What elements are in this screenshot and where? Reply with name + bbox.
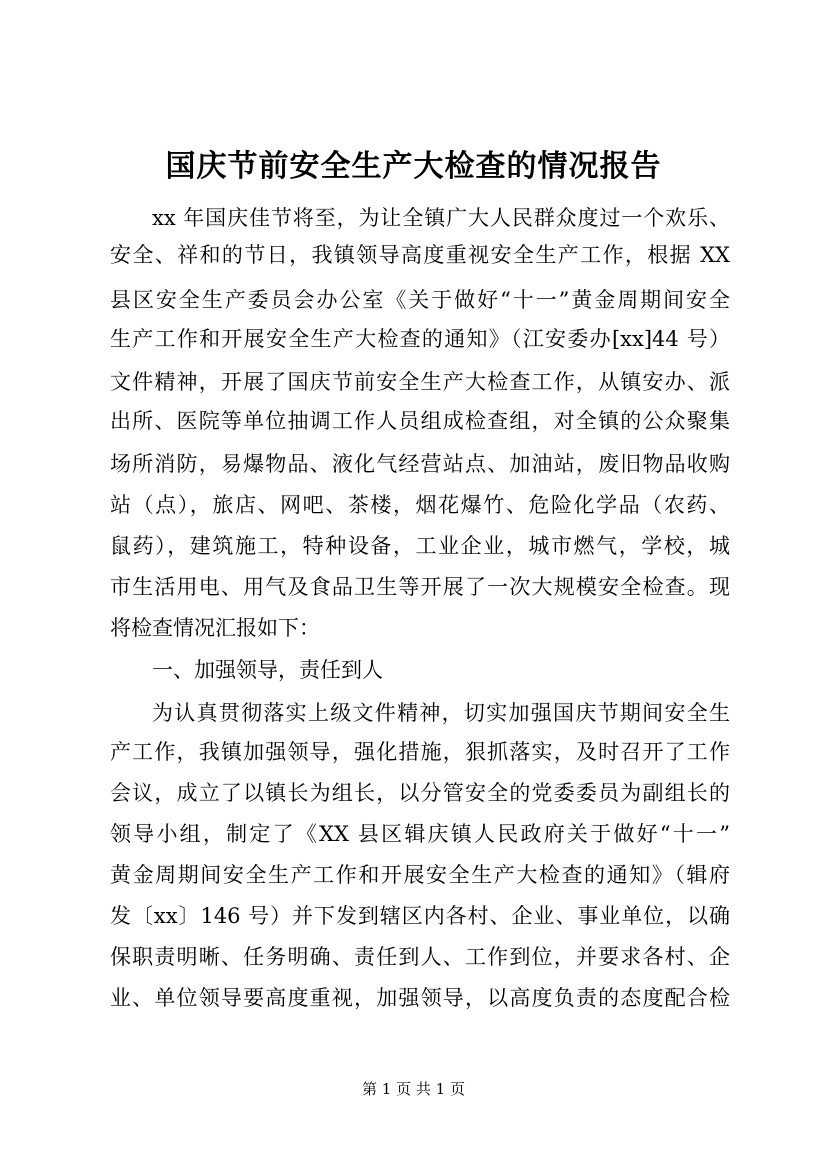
- paragraph-1-line: 市生活用电、用气及食品卫生等开展了一次大规模安全检查。现: [110, 575, 730, 599]
- paragraph-2-line: 为认真贯彻落实上级文件精神，切实加强国庆节期间安全生: [152, 701, 730, 725]
- document-title: 国庆节前安全生产大检查的情况报告: [165, 149, 662, 184]
- paragraph-1-line: 鼠药），建筑施工，特种设备，工业企业，城市燃气，学校，城: [110, 534, 730, 558]
- paragraph-2-line: 产工作，我镇加强领导，强化措施，狠抓落实，及时召开了工作: [110, 740, 730, 764]
- paragraph-1-line: 出所、医院等单位抽调工作人员组成检查组，对全镇的公众聚集: [110, 409, 730, 433]
- paragraph-2-line: 业、单位领导要高度重视，加强领导，以高度负责的态度配合检: [110, 986, 730, 1010]
- paragraph-1-line: 安全、祥和的节日，我镇领导高度重视安全生产工作，根据 XX: [110, 243, 730, 267]
- paragraph-2-line: 领导小组，制定了《XX 县区辑庆镇人民政府关于做好“十一”: [110, 822, 730, 846]
- paragraph-1-line: 将检查情况汇报如下：: [110, 616, 320, 640]
- paragraph-1-line: 生产工作和开展安全生产大检查的通知》（江安委办[xx]44 号）: [110, 327, 730, 351]
- paragraph-1-line: 场所消防，易爆物品、液化气经营站点、加油站，废旧物品收购: [110, 452, 730, 476]
- paragraph-2-line: 黄金周期间安全生产工作和开展安全生产大检查的通知》（辑府: [110, 863, 730, 887]
- paragraph-2-line: 发〔xx〕146 号）并下发到辖区内各村、企业、事业单位，以确: [110, 904, 730, 928]
- paragraph-1-line: xx 年国庆佳节将至，为让全镇广大人民群众度过一个欢乐、: [152, 206, 730, 230]
- page-footer: 第 1 页 共 1 页: [362, 1080, 465, 1098]
- paragraph-1-line: 县区安全生产委员会办公室《关于做好“十一”黄金周期间安全: [110, 288, 730, 312]
- section-heading: 一、加强领导，责任到人: [152, 658, 383, 682]
- paragraph-2-line: 会议，成立了以镇长为组长，以分管安全的党委委员为副组长的: [110, 781, 730, 805]
- paragraph-1-line: 文件精神，开展了国庆节前安全生产大检查工作，从镇安办、派: [110, 370, 730, 394]
- paragraph-1-line: 站（点），旅店、网吧、茶楼，烟花爆竹、危险化学品（农药、: [110, 493, 730, 517]
- paragraph-2-line: 保职责明晰、任务明确、责任到人、工作到位，并要求各村、企: [110, 945, 730, 969]
